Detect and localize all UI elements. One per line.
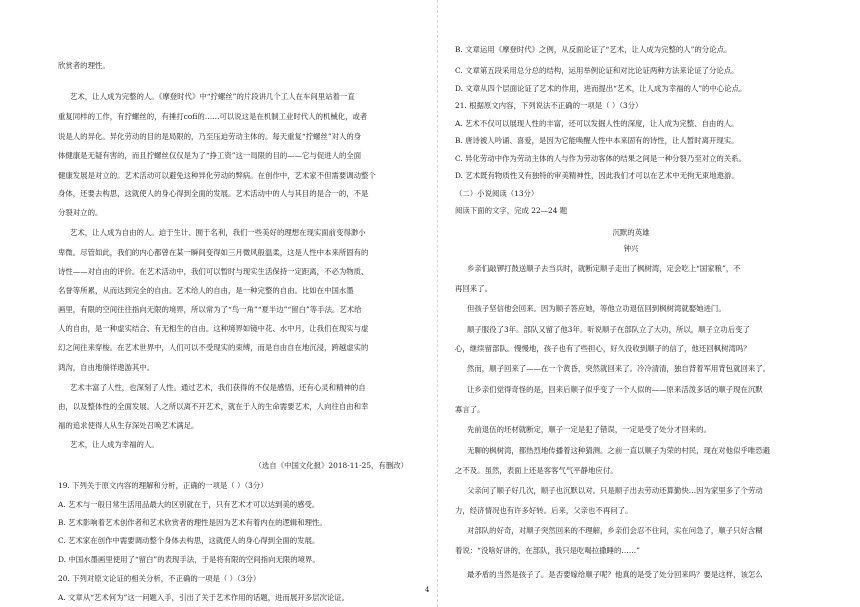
section-heading: （二）小说阅读（13分） (455, 189, 539, 198)
text-line: D. 文章从四个层面论证了艺术的作用，进而提出“艺术，让人成为幸福的人”的中心论点。 (455, 84, 747, 93)
question-20: 20. 下列对原文论证的相关分析，不正确的一项是（ ）（3分） (58, 574, 261, 583)
text-line: B. 文章运用《摩登时代》之例，从反面论证了“艺术，让人成为完整的人”的分论点。 (455, 45, 732, 54)
text-line: A. 艺术与一般日常生活用品最大的区别就在于，只有艺术才可以达到美的感受。 (58, 500, 320, 509)
text-line: 最矛盾的当然是孩子了。是否要嫁给顺子呢？他真的是受了处分回来吗？要是这样，该怎么 (467, 570, 763, 579)
text-line: 但孩子坚信他会回来。因为顺子答应她，等他立功退伍回到枫树湾就娶她进门。 (467, 304, 726, 313)
story-title: 沉默的英雄 (612, 228, 650, 237)
text-line: 画里，有限的空间往往指向无限的境界，所以常为了“鸟一角”“夏半边”“留白”等手法。艺术给 (58, 305, 362, 314)
text-line: 艺术，让人成为自由的人。迫于生计、囿于名利，我们一些美好的理想在现实面前变得渺小 (70, 228, 366, 237)
text-line: 艺术，让人成为幸福的人。 (70, 440, 159, 449)
text-line: D. 艺术既有物质性又有独特的审美精神性，因此我们才可以在艺术中无拘无束地遨游。 (455, 171, 739, 180)
text-line: 顺子服役了3年。部队又留了他3年。听说顺子在部队立了大功，所以，顺子立功后变了 (467, 325, 750, 334)
text-line: 福的追求使得人从生存深处召唤艺术满足。 (58, 421, 199, 430)
text-line: 人的自由，是一种虚实结合、有无相生的自由。这种境界如镜中花、水中月，让我们在现实与虚 (58, 324, 369, 333)
text-line: 对部队的好奇，对顺子突然回来的不理解，乡亲们会忍不住问，实在问急了，顺子只好含糊 (467, 526, 763, 535)
text-line: 然而，顺子回来了——在一个黄昏，突然就回来了。冷冷清清，独自背着军用背包就回来了。 (467, 364, 771, 373)
text-line: 寡言了。 (455, 405, 485, 414)
text-line: 幻之间往来穿梭。在艺术世界中，人们可以不受现实的束缚，而是自由自在地沉浸，跨越虚实的 (58, 343, 369, 352)
text-line: B. 唐诗被人吟诵、喜爱，是因为它能唤醒人性中本来固有的诗性，让人暂时离开现实。 (455, 136, 739, 145)
source-citation: （选自《中国文化报》2018-11-25，有删改） (254, 461, 408, 470)
text-line: C. 艺术家在创作中需要调动整个身体去构思，这就使人的身心得到全面的发展。 (58, 536, 320, 545)
text-line: 由，以及整体性的全面发展。人之所以离不开艺术，就在于人的生命需要艺术，人向往自由和幸 (58, 402, 369, 411)
page-fold-line (437, 0, 438, 607)
text-line: 说是人的异化。异化劳动的目的是局限的，乃至压迫劳动主体的。每天重复“拧螺丝”对人的身 (58, 132, 362, 141)
text-line: 乡亲们敲锣打鼓送顺子去当兵时，就断定顺子走出了枫树湾，定会吃上“国家粮”，不 (467, 264, 741, 273)
text-line: 分裂对立的。 (58, 208, 103, 217)
page-number: 4 (425, 586, 430, 594)
text-line: 让乡亲们觉得奇怪的是，回来后顺子似乎变了一个人似的——原来活泼多话的顺子现在沉默 (467, 385, 763, 394)
text-line: 心，继续留部队。慢慢地，孩子也有了些担心，好久没收到顺子的信了，他还回枫树湾吗？ (455, 344, 751, 353)
text-line: 名誉等所累，从而达到完全的自由。艺术给人的自由，是一种完整的自由。比如在中国水墨 (58, 286, 354, 295)
text-line: C. 异化劳动中作为劳动主体的人与作为劳动客体的结果之间是一种分裂乃至对立的关系。 (455, 154, 746, 163)
question-19: 19. 下列关于原文内容的理解和分析，正确的一项是（ ）（3分） (58, 481, 268, 490)
question-21: 21. 根据原文内容，下列说法不正确的一项是（ ）（3分） (455, 101, 643, 110)
text-line: 艺术丰富了人性，也深刻了人性。通过艺术，我们获得的不仅是感悟，还有心灵和精神的自 (70, 383, 366, 392)
text-line: A. 艺术不仅可以展现人性的丰富，还可以发掘人性的深度，让人成为完整、自由的人。 (455, 119, 739, 128)
text-line: A. 文章从“艺术何为”这一问题入手，引出了关于艺术作用的话题，进而展开多层次论证。 (58, 593, 350, 602)
text-line: 再回来了。 (455, 284, 492, 293)
text-line: 身体，还要去构思，这就使人的身心得到全面的发展。艺术活动中的人与其目的是合一的，不是 (58, 189, 369, 198)
text-line: 先前退伍的坯材就断定，顺子一定是犯了错误，一定是受了处分才回来的。 (467, 425, 711, 434)
text-line: D. 中国水墨画里使用了“留白”的表现手法，于是将有限的空间指向无限的境界。 (58, 555, 320, 564)
text-line: 体健康是无疑有害的，而且拧螺丝仅仅是为了“挣工资”这一局限的目的——它与促进人的全面 (58, 151, 362, 160)
text-line: 阅读下面的文字，完成 22—24 题 (455, 206, 568, 215)
text-line: C. 文章第五段采用总分总的结构，运用举例论证和对比论证两种方法来论证了分论点。 (455, 66, 739, 75)
text-line: B. 艺术影响着艺术创作者和艺术欣赏者的理性是因为艺术有着内在的逻辑和理性。 (58, 518, 327, 527)
text-line: 之不及。虽然，表面上还是客客气气平静地应付。 (455, 466, 618, 475)
text-line: 艺术，让人成为完整的人。《摩登时代》中“拧螺丝”的片段讲几个工人在车间里站着一直 (70, 92, 355, 101)
text-line: 父亲问了顺子好几次，顺子也沉默以对。只是顺子出去劳动还算勤快…因为家里多了个劳动 (467, 486, 763, 495)
text-line: 重复同样的工作，有拧螺丝的，有捶打cofí的……可以说这是在机制工业时代人的机械化，或者 (58, 112, 368, 121)
story-author: 钟兴 (623, 244, 639, 253)
text-line: 无聊的枫树湾，都热烈地传播着这种猜测。之前一直以顺子为荣的村民，现在对他似乎唯恐避 (467, 446, 771, 455)
text-line: 诗性——对自由的评价。在艺术活动中，我们可以暂时与现实生活保持一定距离，不必为物质、 (58, 267, 369, 276)
text-line: 鸿沟，自由地徜徉遨游其中。 (58, 363, 155, 372)
text-line: 欣赏者的理性。 (58, 61, 110, 70)
text-line: 着说：“没啥好讲的，在部队，我只是吃喝拉撒睡的……” (455, 546, 640, 555)
text-line: 健康发展是对立的。艺术活动可以避免这种异化劳动的弊病。在创作中，艺术家不但需要调动整个 (58, 171, 376, 180)
text-line: 力，经济情况也有许多好转。后来，父亲也不再问了。 (455, 506, 633, 515)
text-line: 卑微。尽管如此，我们的内心都曾在某一瞬间变得如三月微风般温柔，这是人性中本来所固有的 (58, 248, 369, 257)
